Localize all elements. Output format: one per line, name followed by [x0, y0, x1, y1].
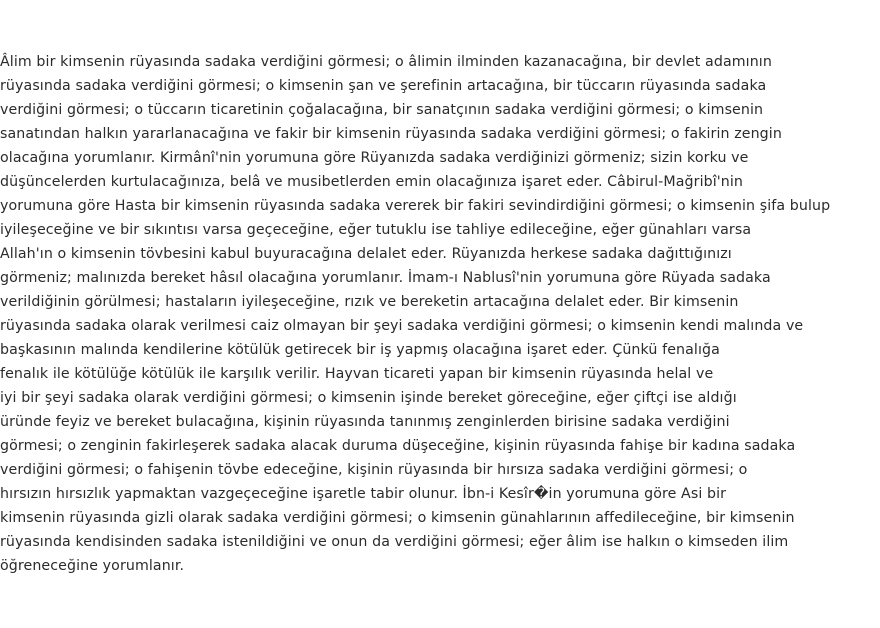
text-line: olacağına yorumlanır. Kirmânî'nin yorumuna göre Rüyanızda sadaka verdiğinizi görmeniz; sizin korku ve	[0, 150, 749, 166]
text-line: başkasının malında kendilerine kötülük getirecek bir iş yapmış olacağına işaret eder. Çünkü fenalığa	[0, 342, 720, 358]
text-line: fenalık ile kötülüğe kötülük ile karşılık verilir. Hayvan ticareti yapan bir kimsenin rüyasında helal ve	[0, 366, 714, 382]
text-line: görmeniz; malınızda bereket hâsıl olacağına yorumlanır. İmam-ı Nablusî'nin yorumuna göre Rüyada sadaka	[0, 270, 771, 286]
text-line: rüyasında sadaka verdiğini görmesi; o kimsenin şan ve şerefinin artacağına, bir tüccarın rüyasında sadaka	[0, 78, 767, 94]
text-line: rüyasında sadaka olarak verilmesi caiz olmayan bir şeyi sadaka verdiğini görmesi; o kimsenin kendi malında ve	[0, 318, 804, 334]
text-line: kimsenin rüyasında gizli olarak sadaka verdiğini görmesi; o kimsenin günahlarının affedileceğine, bir kimsenin	[0, 510, 795, 526]
text-line: verildiğinin görülmesi; hastaların iyileşeceğine, rızık ve bereketin artacağına delalet eder. Bir kimsenin	[0, 294, 739, 310]
text-line: yorumuna göre Hasta bir kimsenin rüyasında sadaka vererek bir fakiri sevindirdiğini görmesi; o kimsenin şifa bulup	[0, 198, 831, 214]
text-line: verdiğini görmesi; o tüccarın ticaretinin çoğalacağına, bir sanatçının sadaka verdiğini görmesi; o kimsenin	[0, 102, 764, 118]
text-line: üründe feyiz ve bereket bulacağına, kişinin rüyasında tanınmış zenginlerden birisine sadaka verdiğini	[0, 414, 730, 430]
text-line: rüyasında kendisinden sadaka istenildiğini ve onun da verdiğini görmesi; eğer âlim ise halkın o kimseden ilim	[0, 534, 789, 550]
article-body	[0, 50, 870, 578]
text-line: iyileşeceğine ve bir sıkıntısı varsa geçeceğine, eğer tutuklu ise tahliye edileceğine, eğer günahları varsa	[0, 222, 752, 238]
text-line: hırsızın hırsızlık yapmaktan vazgeçeceğine işaretle tabir olunur. İbn-i Kesîr�in yorumuna göre Asi bir	[0, 486, 727, 502]
text-line: öğreneceğine yorumlanır.	[0, 558, 185, 574]
text-line: sanatından halkın yararlanacağına ve fakir bir kimsenin rüyasında sadaka verdiğini görmesi; o fakirin zengin	[0, 126, 782, 142]
text-line: iyi bir şeyi sadaka olarak verdiğini görmesi; o kimsenin işinde bereket göreceğine, eğer çiftçi ise aldığı	[0, 390, 737, 406]
text-line: Âlim bir kimsenin rüyasında sadaka verdiğini görmesi; o âlimin ilminden kazanacağına, bir devlet adamının	[0, 54, 772, 70]
text-line: Allah'ın o kimsenin tövbesini kabul buyuracağına delalet eder. Rüyanızda herkese sadaka dağıttığınızı	[0, 246, 732, 262]
text-line: görmesi; o zenginin fakirleşerek sadaka alacak duruma düşeceğine, kişinin rüyasında fahişe bir kadına sadaka	[0, 438, 796, 454]
text-line: düşüncelerden kurtulacağınıza, belâ ve musibetlerden emin olacağınıza işaret eder. Câbirul-Mağribî'nin	[0, 174, 743, 190]
text-line: verdiğini görmesi; o fahişenin tövbe edeceğine, kişinin rüyasında bir hırsıza sadaka verdiğini görmesi; o	[0, 462, 748, 478]
